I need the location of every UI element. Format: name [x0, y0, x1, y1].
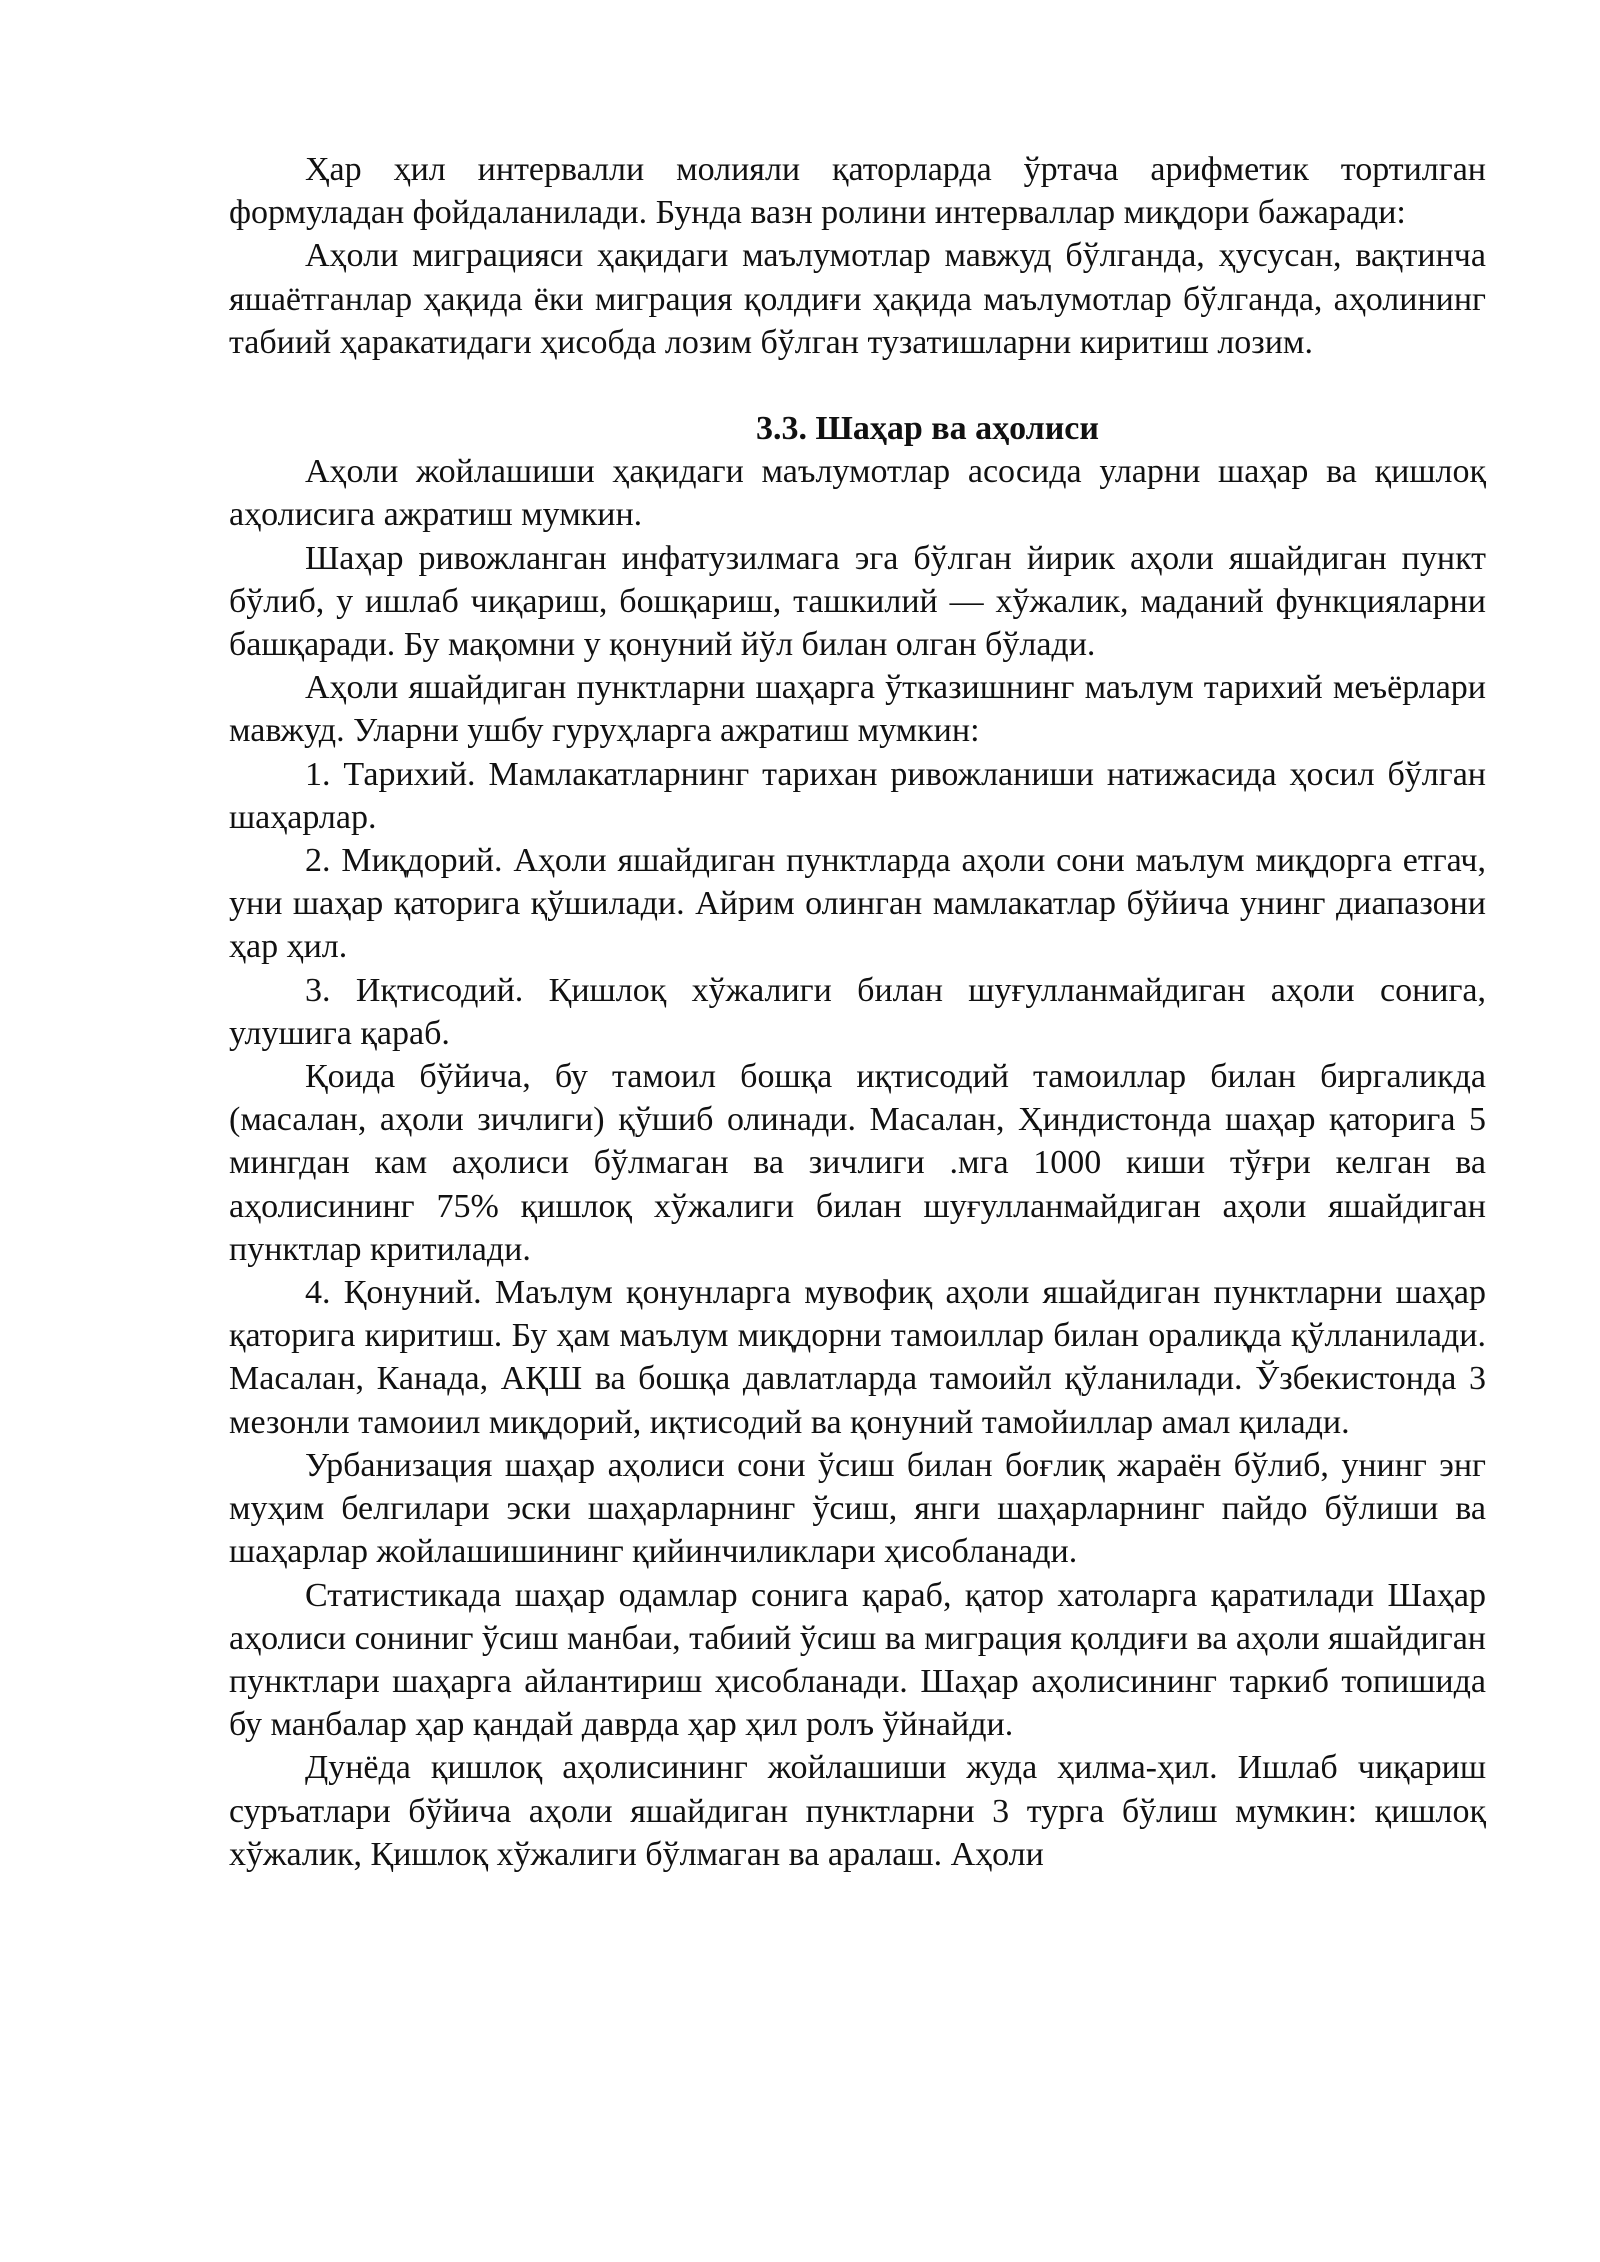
paragraph: Ҳар ҳил интервалли молияли қаторларда ўртача арифметик тортилган формуладан фойдаланилади. Бунда вазн ролини интерваллар миқдори бажаради: — [229, 151, 1486, 232]
paragraph: Урбанизация шаҳар аҳолиси сони ўсиш билан боғлиқ жараён бўлиб, унинг энг муҳим белгилари эски шаҳарларнинг ўсиш, янги шаҳарларнинг пайдо бўлиши ва шаҳарлар жойлашишининг қийинчиликлари ҳисобланади. — [229, 1446, 1486, 1571]
paragraph: Аҳоли миграцияси ҳақидаги маълумотлар мавжуд бўлганда, ҳусусан, вақтинча яшаётганлар ҳақида ёки миграция қолдиғи ҳақида маълумотлар бўлганда, аҳолининг табиий ҳаракатидаги ҳисобда лозим бўлган тузатишларни киритиш лозим. — [229, 237, 1486, 361]
list-item-historical: 1. Тарихий. Мамлакатларнинг тарихан ривожланиши натижасида ҳосил бўлган шаҳарлар. — [229, 755, 1486, 836]
list-item-legal: 4. Қонуний. Маълум қонунларга мувофиқ аҳоли яшайдиган пунктларни шаҳар қаторига киритиш. Бу ҳам маълум миқдорни тамоиллар билан оралиқда қўлланилади. Масалан, Канада, АҚШ ва бошқа давлатларда тамоийл қўланилади. Ўзбекистонда 3 мезонли тамоиил миқдорий, иқтисодий ва қонуний тамойиллар амал қилади. — [229, 1274, 1486, 1441]
list-item-quantitative: 2. Миқдорий. Аҳоли яшайдиган пунктларда аҳоли сони маълум миқдорга етгач, уни шаҳар қаторига қўшилади. Айрим олинган мамлакатлар бўйича унинг диапазони ҳар ҳил. — [229, 842, 1486, 966]
paragraph: Статистикада шаҳар одамлар сонига қараб, қатор хатоларга қаратилади Шаҳар аҳолиси сониниг ўсиш манбаи, табиий ўсиш ва миграция қолдиғи ва аҳоли яшайдиган пунктлари шаҳарга айлантириш ҳисобланади. Шаҳар аҳолисининг таркиб топишида бу манбалар ҳар қандай даврда ҳар ҳил ролъ ўйнайди. — [229, 1576, 1486, 1744]
paragraph: Дунёда қишлоқ аҳолисининг жойлашиши жуда ҳилма-ҳил. Ишлаб чиқариш суръатлари бўйича аҳоли яшайдиган пунктларни 3 турга бўлиш мумкин: қишлоқ хўжалик, Қишлоқ хўжалиги бўлмаган ва аралаш. Аҳоли — [229, 1749, 1486, 1873]
paragraph: Аҳоли яшайдиган пунктларни шаҳарга ўтказишнинг маълум тарихий меъёрлари мавжуд. Уларни ушбу гуруҳларга ажратиш мумкин: — [229, 669, 1486, 750]
section-heading: 3.3. Шаҳар ва аҳолиси — [755, 410, 1099, 448]
list-item-economic: 3. Иқтисодий. Қишлоқ хўжалиги билан шуғулланмайдиган аҳоли сонига, улушига қараб. — [229, 971, 1486, 1052]
paragraph: Аҳоли жойлашиши ҳақидаги маълумотлар асосида уларни шаҳар ва қишлоқ аҳолисига ажратиш мумкин. — [229, 453, 1486, 534]
document-page — [229, 148, 1486, 1876]
paragraph: Қоида бўйича, бу тамоил бошқа иқтисодий тамоиллар билан биргаликда (масалан, аҳоли зичлиги) қўшиб олинади. Масалан, Ҳиндистонда шаҳар қаторига 5 мингдан кам аҳолиси бўлмаган ва зичлиги .мга 1000 киши тўғри келган ва аҳолисининг 75% қишлоқ хўжалиги билан шуғулланмайдиган аҳоли яшайдиган пунктлар критилади. — [229, 1058, 1486, 1268]
paragraph: Шаҳар ривожланган инфатузилмага эга бўлган йирик аҳоли яшайдиган пункт бўлиб, у ишлаб чиқариш, бошқариш, ташкилий — хўжалик, маданий функцияларни башқаради. Бу мақомни у қонуний йўл билан олган бўлади. — [229, 539, 1486, 664]
